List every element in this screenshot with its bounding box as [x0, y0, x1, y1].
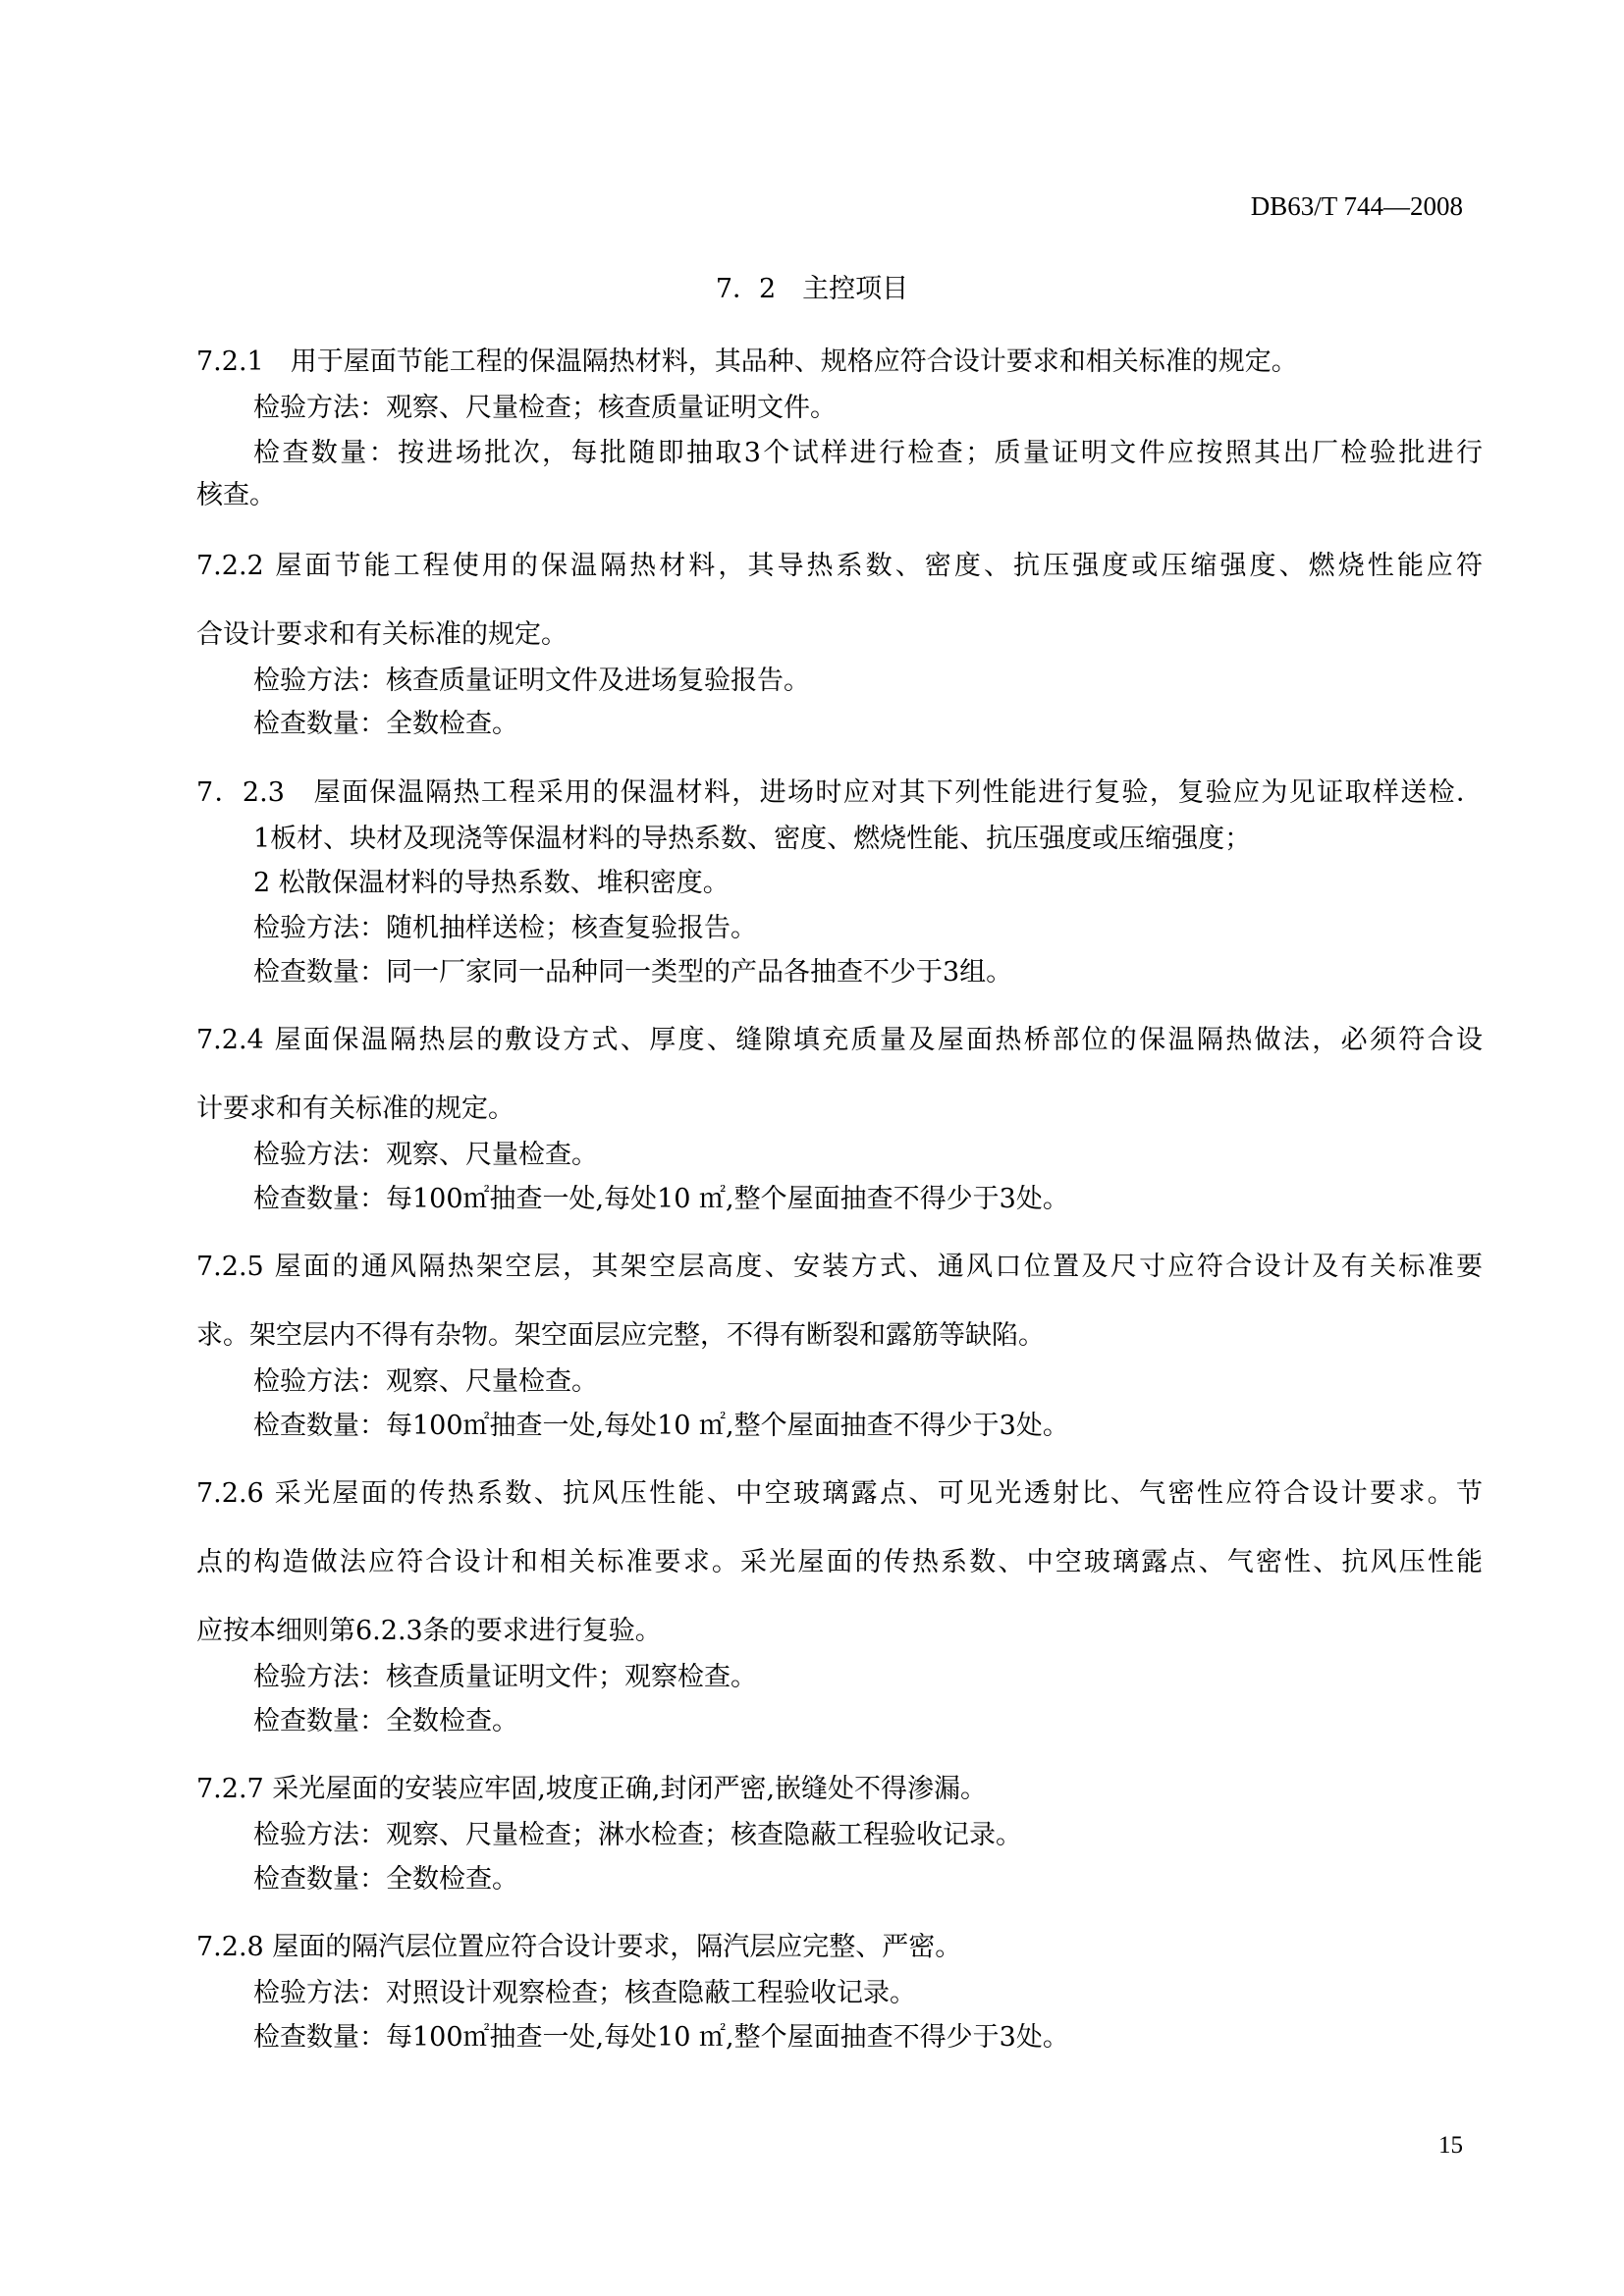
inspection-quantity: 检查数量：同一厂家同一品种同一类型的产品各抽查不少于3组。	[253, 957, 1013, 988]
paragraph-continuation: 合设计要求和有关标准的规定。	[196, 619, 568, 650]
inspection-method: 检验方法：观察、尺量检查；核查质量证明文件。	[253, 393, 837, 423]
inspection-quantity: 检查数量：全数检查。	[253, 709, 518, 739]
paragraph-continuation: 计要求和有关标准的规定。	[196, 1094, 514, 1124]
clause-7-2-7: 7.2.7 采光屋面的安装应牢固,坡度正确,封闭严密,嵌缝处不得渗漏。	[196, 1774, 988, 1804]
inspection-quantity: 检查数量：每100㎡抽查一处,每处10 ㎡,整个屋面抽查不得少于3处。	[253, 2022, 1069, 2053]
clause-7-2-6: 7.2.6 采光屋面的传热系数、抗风压性能、中空玻璃露点、可见光透射比、气密性应符合设计要求。节	[196, 1478, 1483, 1509]
inspection-quantity: 检查数量：全数检查。	[253, 1706, 518, 1736]
section-title: 7．2 主控项目	[715, 274, 909, 304]
inspection-method: 检验方法：对照设计观察检查；核查隐蔽工程验收记录。	[253, 1978, 916, 2008]
clause-7-2-1: 7.2.1 用于屋面节能工程的保温隔热材料，其品种、规格应符合设计要求和相关标准的规定。	[196, 347, 1298, 377]
inspection-quantity: 检查数量：全数检查。	[253, 1864, 518, 1895]
list-item: 1板材、块材及现浇等保温材料的导热系数、密度、燃烧性能、抗压强度或压缩强度；	[253, 824, 1252, 854]
clause-7-2-3: 7．2.3 屋面保温隔热工程采用的保温材料，进场时应对其下列性能进行复验，复验应为见证取样送检．	[196, 777, 1483, 808]
page-number: 15	[1438, 2132, 1463, 2159]
paragraph-continuation: 核查。	[196, 480, 276, 510]
inspection-method: 检验方法：核查质量证明文件及进场复验报告。	[253, 666, 810, 696]
clause-7-2-8: 7.2.8 屋面的隔汽层位置应符合设计要求，隔汽层应完整、严密。	[196, 1932, 962, 1962]
clause-7-2-5: 7.2.5 屋面的通风隔热架空层，其架空层高度、安装方式、通风口位置及尺寸应符合设计及有关标准要	[196, 1252, 1483, 1282]
paragraph-continuation: 点的构造做法应符合设计和相关标准要求。采光屋面的传热系数、中空玻璃露点、气密性、抗风压性能	[196, 1547, 1483, 1577]
inspection-quantity: 检查数量：每100㎡抽查一处,每处10 ㎡,整个屋面抽查不得少于3处。	[253, 1411, 1069, 1441]
list-item: 2 松散保温材料的导热系数、堆积密度。	[253, 868, 730, 898]
document-code: DB63/T 744—2008	[1250, 191, 1463, 221]
inspection-quantity: 检查数量：每100㎡抽查一处,每处10 ㎡,整个屋面抽查不得少于3处。	[253, 1184, 1069, 1214]
inspection-quantity: 检查数量：按进场批次，每批随即抽取3个试样进行检查；质量证明文件应按照其出厂检验批进行	[253, 438, 1483, 468]
inspection-method: 检验方法：核查质量证明文件；观察检查。	[253, 1662, 757, 1692]
paragraph-continuation: 求。架空层内不得有杂物。架空面层应完整，不得有断裂和露筋等缺陷。	[196, 1320, 1045, 1351]
paragraph-continuation: 应按本细则第6.2.3条的要求进行复验。	[196, 1616, 662, 1646]
inspection-method: 检验方法：观察、尺量检查；淋水检查；核查隐蔽工程验收记录。	[253, 1820, 1022, 1850]
inspection-method: 检验方法：观察、尺量检查。	[253, 1140, 598, 1170]
inspection-method: 检验方法：观察、尺量检查。	[253, 1366, 598, 1397]
clause-7-2-4: 7.2.4 屋面保温隔热层的敷设方式、厚度、缝隙填充质量及屋面热桥部位的保温隔热做法，必须符合设	[196, 1025, 1483, 1055]
inspection-method: 检验方法：随机抽样送检；核查复验报告。	[253, 913, 757, 943]
clause-7-2-2: 7.2.2 屋面节能工程使用的保温隔热材料，其导热系数、密度、抗压强度或压缩强度、燃烧性能应符	[196, 551, 1483, 581]
